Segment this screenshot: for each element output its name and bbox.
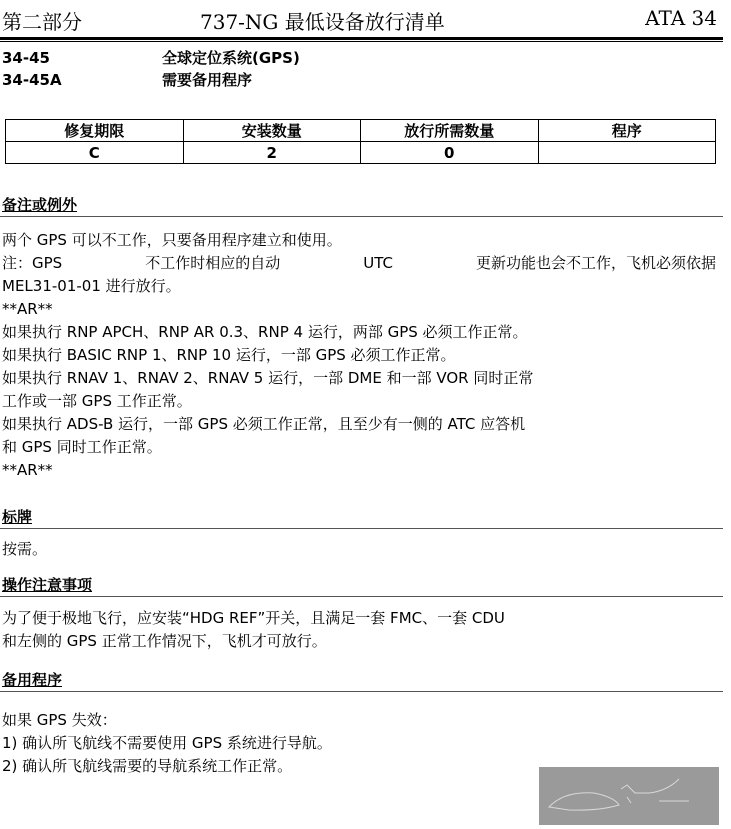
remarks-line: 和 GPS 同时工作正常。 [2, 438, 162, 456]
remarks-line-start: 注：GPS [2, 254, 63, 272]
ops-title: 操作注意事项 [2, 576, 93, 594]
header-required-qty: 放行所需数量 [361, 120, 539, 142]
header-rule-thin [0, 41, 723, 42]
remarks-body [2, 229, 718, 482]
mel-table [5, 119, 716, 164]
cell-installed-qty: 2 [183, 142, 361, 164]
remarks-line: 如果执行 BASIC RNP 1、RNP 10 运行，一部 GPS 必须工作正常。 [2, 346, 456, 364]
header-repair-interval: 修复期限 [6, 120, 184, 142]
table-row [6, 142, 716, 164]
backup-line: 2) 确认所飞航线需要的导航系统工作正常。 [2, 757, 293, 775]
remarks-line: 如果执行 RNAV 1、RNAV 2、RNAV 5 运行，一部 DME 和一部 VOR 同时正常 [2, 369, 534, 387]
cell-required-qty: 0 [361, 142, 539, 164]
table-header-row [6, 120, 716, 142]
remarks-title: 备注或例外 [2, 196, 78, 214]
header-installed-qty: 安装数量 [183, 120, 361, 142]
remarks-line-end: 更新功能也会不工作，飞机必须依据 [475, 254, 716, 272]
ops-body [2, 607, 718, 653]
remarks-line: 工作或一部 GPS 工作正常。 [2, 392, 192, 410]
header-procedure: 程序 [538, 120, 716, 142]
remarks-line [2, 252, 716, 275]
remarks-line: MEL31-01-01 进行放行。 [2, 277, 181, 295]
remarks-line-part: 不工作时相应的自动 [145, 254, 281, 272]
placard-divider [0, 528, 723, 529]
subitem-name: 需要备用程序 [162, 71, 253, 89]
backup-divider [0, 691, 723, 692]
placard-text: 按需。 [2, 540, 48, 558]
backup-line: 1) 确认所飞航线不需要使用 GPS 系统进行导航。 [2, 734, 332, 752]
subitem-heading [2, 69, 252, 90]
placard-body [2, 538, 718, 561]
cell-procedure [538, 142, 716, 164]
item-name: 全球定位系统(GPS) [162, 49, 300, 67]
aircraft-sketch-image [539, 767, 719, 825]
page-header [0, 0, 723, 40]
header-rule-thick [0, 37, 723, 40]
backup-title: 备用程序 [2, 671, 63, 689]
item-number: 34-45 [2, 49, 50, 67]
remarks-line: **AR** [2, 461, 53, 479]
remarks-line: 两个 GPS 可以不工作，只要备用程序建立和使用。 [2, 231, 342, 249]
ops-line: 为了便于极地飞行，应安装“HDG REF”开关，且满足一套 FMC、一套 CDU [2, 609, 505, 627]
cell-repair-interval: C [6, 142, 184, 164]
placard-title: 标牌 [2, 508, 33, 526]
part-label: 第二部分 [2, 10, 82, 34]
subitem-number: 34-45A [2, 71, 62, 89]
backup-line: 如果 GPS 失效： [2, 711, 117, 729]
ata-chapter: ATA 34 [645, 6, 717, 30]
remarks-line: **AR** [2, 300, 53, 318]
ops-divider [0, 596, 723, 597]
remarks-line-part: UTC [363, 254, 393, 272]
remarks-divider [0, 216, 723, 217]
document-title: 737-NG 最低设备放行清单 [200, 10, 445, 34]
remarks-line: 如果执行 ADS-B 运行，一部 GPS 必须工作正常，且至少有一侧的 ATC 应答机 [2, 415, 526, 433]
ops-line: 和左侧的 GPS 正常工作情况下，飞机才可放行。 [2, 632, 327, 650]
aircraft-sketch-icon [539, 767, 719, 825]
remarks-line: 如果执行 RNP APCH、RNP AR 0.3、RNP 4 运行，两部 GPS 必须工作正常。 [2, 323, 528, 341]
item-heading [2, 47, 300, 68]
